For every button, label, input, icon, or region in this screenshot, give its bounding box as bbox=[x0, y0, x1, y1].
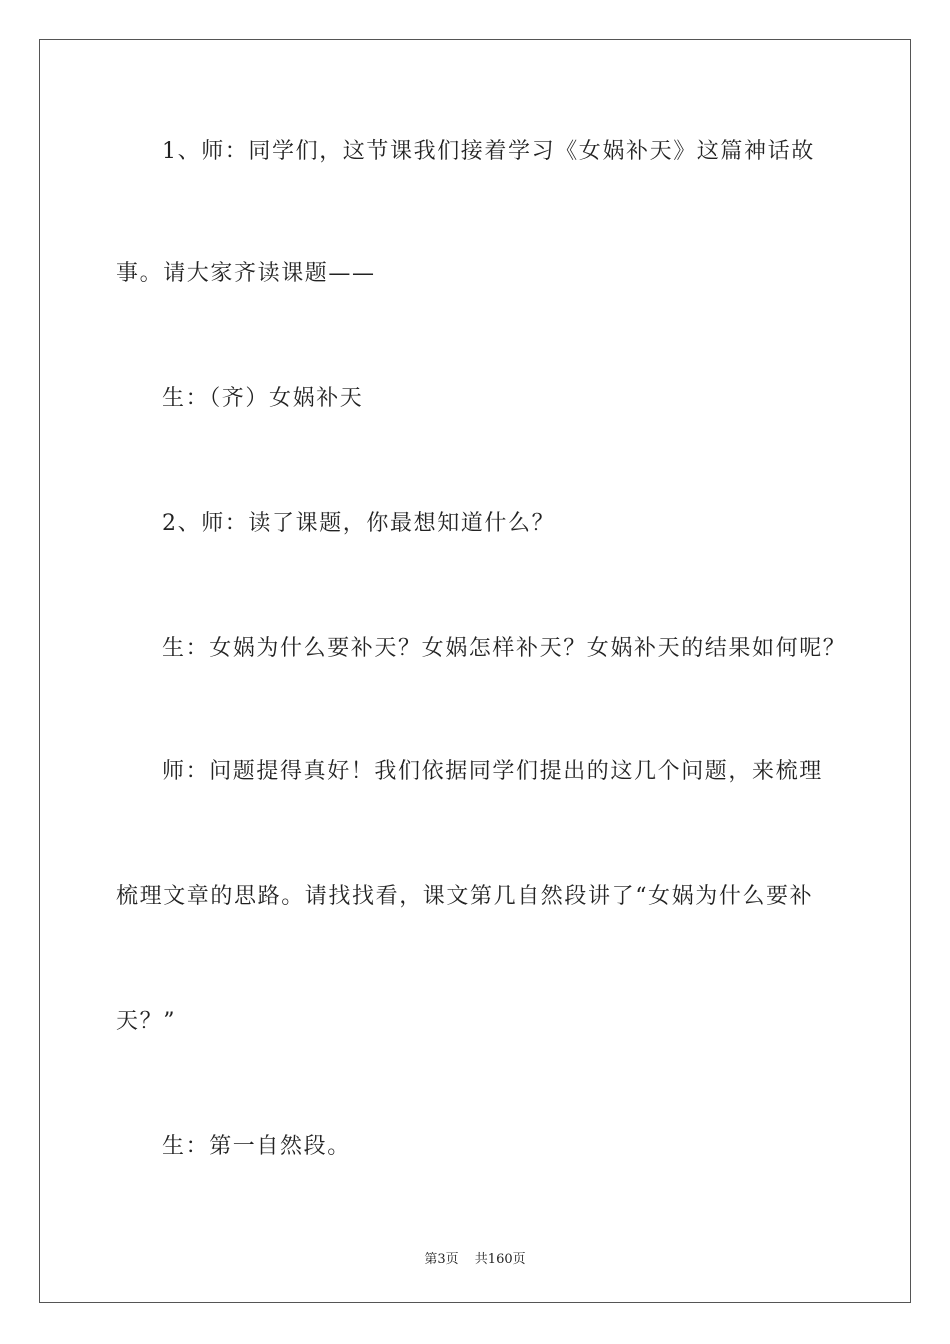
text-line-2: 事。请大家齐读课题—— bbox=[116, 261, 376, 286]
page-number: 第3页 bbox=[424, 1252, 459, 1267]
text-line-4: 2、师：读了课题，你最想知道什么？ bbox=[162, 511, 556, 536]
text-line-5: 生：女娲为什么要补天？女娲怎样补天？女娲补天的结果如何呢？ bbox=[162, 636, 847, 661]
text-line-7: 梳理文章的思路。请找找看，课文第几自然段讲了“女娲为什么要补 bbox=[116, 884, 814, 909]
text-line-6: 师：问题提得真好！我们依据同学们提出的这几个问题，来梳理 bbox=[162, 759, 823, 784]
text-line-3: 生：（齐）女娲补天 bbox=[162, 386, 364, 411]
page-total: 共160页 bbox=[474, 1252, 526, 1267]
text-line-8: 天？” bbox=[116, 1009, 177, 1034]
text-line-1: 1、师：同学们，这节课我们接着学习《女娲补天》这篇神话故 bbox=[162, 139, 815, 164]
page-border bbox=[39, 39, 911, 1303]
page-footer bbox=[0, 1248, 950, 1267]
text-line-9: 生：第一自然段。 bbox=[162, 1134, 351, 1159]
